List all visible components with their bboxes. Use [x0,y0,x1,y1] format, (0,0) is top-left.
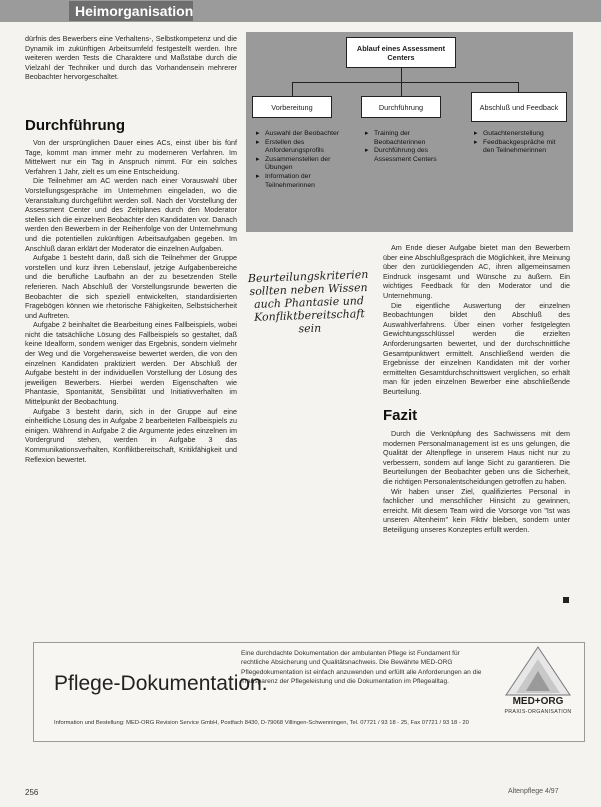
section-title: Heimorganisation [69,1,193,21]
header-bar [0,0,601,22]
list-item: ▸ Durchführung des Assessment Centers [365,147,457,164]
paragraph: Aufgabe 3 besteht darin, sich in der Gruppe auf eine einheitliche Lösung des in Aufgabe 2 bearbeiteten Fallbeispiels zu einigen. Während in Aufgabe 2 die Argumente jedes einzelnen im Vordergrund stehen, werden in Aufgabe 3 das Kommunikationsverhalten, Konfliktbereitschaft, Kritikfähigkeit und Reflexion bewertet. [25,406,237,464]
list-item: ▸ Zusammenstellen der Übungen [256,156,348,173]
connector [401,82,402,96]
ad-contact-info: Information und Bestellung: MED-ORG Revision Service GmbH, Postfach 8430, D-79068 Villingen-Schwenningen, Tel. 07721 / 93 18 - 25, Fax 07721 / 93 18 - 20 [54,720,469,726]
pull-quote: Beurteilungskriterien sollten neben Wissen auch Phantasie und Konfliktbereitschaft sein [247,267,369,336]
issue-label: Altenpflege 4/97 [508,788,559,795]
branch-vorbereitung [252,96,332,118]
list-durchfuehrung [365,130,457,164]
connector [292,82,518,83]
paragraph: Durch die Verknüpfung des Sachwissens mit dem modernen Personalmanagement ist es uns gelungen, die Qualität der Altenpflege in unserem Haus nicht nur zu verbessern, sondern auf lange Sicht zu garantieren. Die Beurteilungen der Beobachter geben uns die Sicherheit, die richtigen Personalentscheidungen getroffen zu haben. [383,429,570,486]
logo-tagline: PRAXIS-ORGANISATION [504,709,572,715]
logo-name: MED+ORG [512,696,564,707]
branch-durchfuehrung [361,96,441,118]
ad-text: Eine durchdachte Dokumentation der ambulanten Pflege ist Fundament für rechtliche Absicherung und Qualitätsnachweis. Die Bewährte MED-ORG Pflegedokumentation ist einfach anzuwenden und erfüllt alle Anforderungen an die Transparenz der Pflegeleistung und die Dokumentation im Pflegealltag. [241,650,482,686]
ad-title: Pflege-Dokumentation. [54,672,268,695]
paragraph: Die Teilnehmer am AC werden nach einer Vorauswahl über Vorstellungsgespräche im Unternehmen eingeladen, wo die Veranstaltung durchgeführt werden soll. Nach der Vorstellung der Assessment Center und des Zeitplanes durch den Moderator stellen sich die einzelnen Beobachter den Kandidaten vor. Danach werden den Bewerbern in der Reihenfolge von der Unternehmung und die potentiellen zukünftigen Arbeitsaufgaben gegeben. Im Anschluß daran erklärt der Moderator die einzelnen Aufgaben. [25,176,237,253]
left-column [25,34,237,82]
diagram-title: Ablauf eines Assessment Centers [356,43,446,62]
list-item: ▸ Erstellen des Anforderungsprofils [256,139,348,156]
heading-fazit: Fazit [383,407,418,424]
branch-label: Durchführung [378,102,424,112]
intro-paragraph: dürfnis des Bewerbers eine Verhaltens-, Selbstkompetenz und die Dynamik im zukünftigen Arbeitsumfeld festgestellt werden. Ihre weiteren werden Tests die Charaktere und Maßstäbe durch die Vielzahl der Techniker und durch das Vorhandensein mehrerer Beobachter hervorgeschaltet. [25,34,237,82]
branch-label: Vorbereitung [271,102,313,112]
list-item: ▸ Auswahl der Beobachter [256,130,348,139]
heading-durchfuehrung: Durchführung [25,117,125,134]
right-column [383,243,570,397]
right-column-fazit [383,429,570,535]
connector [292,82,293,96]
left-column-body [25,138,237,464]
list-item: ▸ Information der Teilnehmerinnen [256,173,348,190]
list-abschluss [474,130,566,156]
list-item: ▸ Training der Beobachterinnen [365,130,457,147]
paragraph: Aufgabe 1 besteht darin, daß sich die Teilnehmer der Gruppe vorstellen und kurz ihren Lebenslauf, jetzige Aufgabenbereiche und die berufliche Laufbahn an der zu besetzenden Stelle referieren. Nach Abschluß der Vorstellungsrunde bewerten die Beobachter die sich speziell entwickelten, standardisierten Fragebögen können wie rhetorische Fähigkeiten, Selbstsicherheit und Auftreten. [25,253,237,320]
list-item: ▸ Feedbackgespräche mit den Teilnehmerinnen [474,139,566,156]
end-mark [563,597,569,603]
list-item: ▸ Gutachtenerstellung [474,130,566,139]
paragraph: Wir haben unser Ziel, qualifiziertes Personal in fachlicher und menschlicher Hinsicht zu gewinnen, erreicht. Mit diesem Team wird die Vorsorge von "Ist was unseren Altenheim" kein Fiktiv bleiben, sondern unter Beteiligung unseres Konzeptes erfüllt werden. [383,486,570,534]
list-vorbereitung [256,130,348,190]
paragraph: Aufgabe 2 beinhaltet die Bearbeitung eines Fallbeispiels, wobei nicht die tatsächliche Lösung des Fallbeispiels so gestaltet, daß keine Idealform, sondern weniger das Ergebnis, sondern vielmehr der Weg und die Vorgehensweise bewertet werden, die von den einzelnen Kandidaten praktiziert werden. Der Abschluß der Aufgabe besteht in der individuellen Vorstellung der Lösung des jeweiligen Bewerbers. Hierbei werden Eigenschaften wie Phantasie, Spontanität, Sensibilität und Initiativverhalten im Mittelpunkt der Beobachtung. [25,320,237,407]
paragraph: Die eigentliche Auswertung der einzelnen Beobachtungen bildet den Abschluß des Auswahlverfahrens. Über einen vorher festgelegten Gewichtungsschlüssel werden die erzielten Anforderungsarten bewertet, und der durchschnittliche Gesamtpunktwert ermittelt. Anschließend werden die Ergebnisse der einzelnen Kandidaten mit der vorher ermittelten Gesamtdurchschnittswert verglichen, so erhält man für jeden einzelnen Bewerber eine abschließende Beurteilung. [383,300,570,396]
diagram-title-box [346,37,456,68]
page-number: 256 [25,788,39,797]
branch-abschluss [471,92,567,122]
assessment-center-diagram [246,32,573,232]
med-org-logo-icon [504,645,572,697]
paragraph: Von der ursprünglichen Dauer eines ACs, einst über bis fünf Tage, kommt man immer mehr zu moderneren Verfahren. Im Mittelwert nur ein Tag in Anspruch nimmt. Für ein solches Verfahren 1 Jahr, zielt es um eine Entscheidung. [25,138,237,176]
branch-label: Abschluß und Feedback [479,102,559,112]
paragraph: Am Ende dieser Aufgabe bietet man den Bewerbern über eine Abschlußgespräch die Möglichkeit, ihre Meinung über den zurückliegenden AC, ihren allgemeinsamen Eindruck insgesamt und Wünsche zu äußern. Ein wichtiges Feedback für den Moderator und die Unternehmung. [383,243,570,300]
advertisement [33,642,585,742]
connector [401,68,402,82]
